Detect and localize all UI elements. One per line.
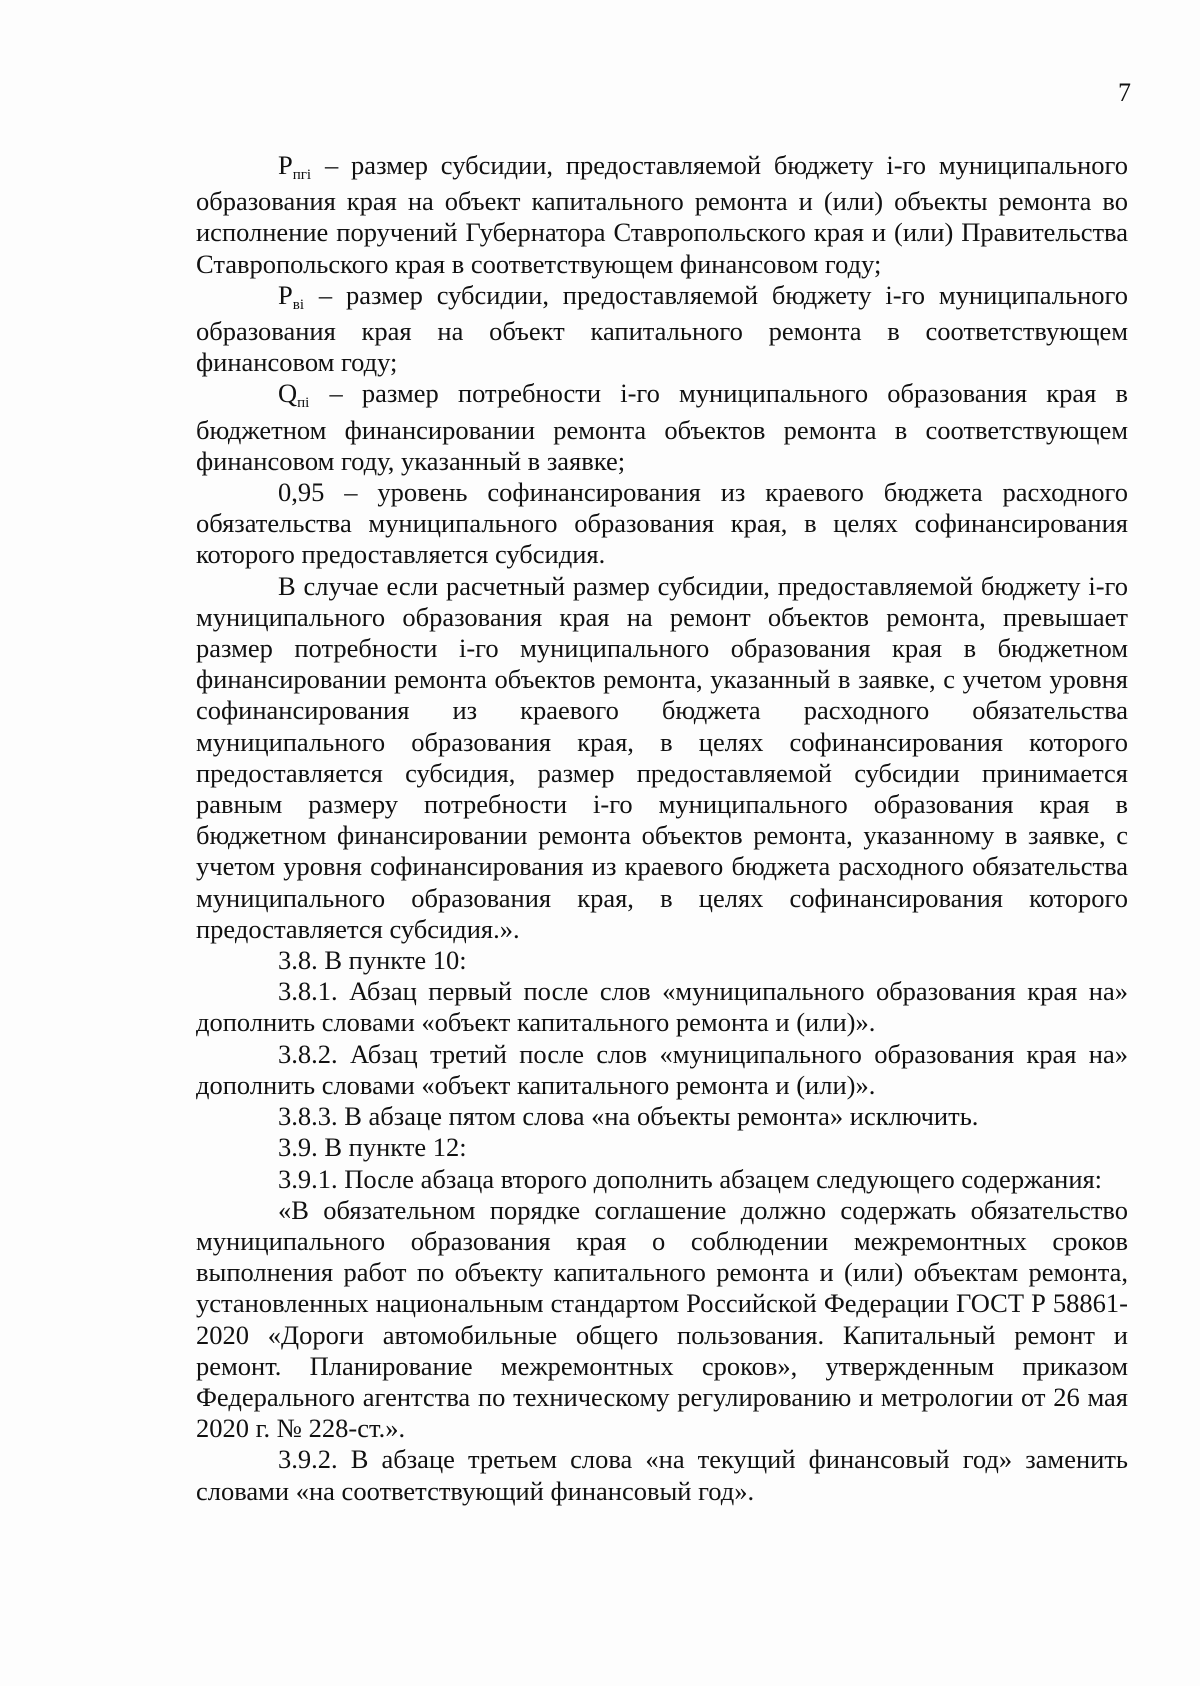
definition-paragraph (196, 280, 1128, 379)
definition-text: – размер субсидии, предоставляемой бюджету i-го муниципального образования края на объект капитального ремонта и (или) объекты ремонта во исполнение поручений Губернатора Ставропольского края и (или) Правительства Ставропольского края в соответствующем финансовом году; (196, 150, 1128, 279)
definition-paragraph (196, 150, 1128, 280)
page-number: 7 (1118, 78, 1131, 107)
formula-subscript: пгi (292, 167, 312, 183)
formula-subscript: вi (292, 296, 304, 313)
body-paragraph: 3.8.2. Абзац третий после слов «муниципального образования края на» дополнить словами «объект капитального ремонта и (или)». (196, 1038, 1128, 1100)
formula-symbol: P (278, 150, 293, 180)
body-paragraph: 3.9.2. В абзаце третьем слова «на текущий финансовый год» заменить словами «на соответствующий финансовый год». (196, 1444, 1128, 1506)
document-body (196, 150, 1128, 1507)
formula-subscript: пi (297, 395, 310, 412)
formula-symbol: Q (278, 378, 298, 409)
body-paragraph: 3.9.1. После абзаца второго дополнить абзацем следующего содержания: (278, 1163, 1103, 1194)
definition-text: – размер субсидии, предоставляемой бюджету i-го муниципального образования края на объект капитального ремонта в соответствующем финансовом году; (196, 279, 1128, 378)
definition-text: – размер потребности i-го муниципального образования края в бюджетном финансировании ремонта объектов ремонта в соответствующем финансовом году, указанный в заявке; (196, 378, 1128, 476)
body-paragraph: 3.9. В пункте 12: (278, 1132, 467, 1163)
body-paragraph: 0,95 – уровень софинансирования из краевого бюджета расходного обязательства муниципального образования края, в целях софинансирования которого предоставляется субсидия. (196, 477, 1128, 570)
body-paragraph: 3.8. В пункте 10: (278, 945, 467, 976)
definition-paragraph (196, 378, 1128, 477)
body-paragraph: «В обязательном порядке соглашение должно содержать обязательство муниципального образования края о соблюдении межремонтных сроков выполнения работ по объекту капитального ремонта и (или) объектам ремонта, установленных национальным стандартом Российской Федерации ГОСТ Р 58861-2020 «Дороги автомобильные общего пользования. Капитальный ремонт и ремонт. Планирование межремонтных сроков», утвержденным приказом Федерального агентства по техническому регулированию и метрологии от 26 мая 2020 г. № 228-ст.». (196, 1194, 1128, 1444)
body-paragraph: 3.8.3. В абзаце пятом слова «на объекты ремонта» исключить. (278, 1101, 979, 1132)
body-paragraph: 3.8.1. Абзац первый после слов «муниципального образования края на» дополнить словами «объект капитального ремонта и (или)». (196, 976, 1128, 1038)
body-paragraph: В случае если расчетный размер субсидии, предоставляемой бюджету i-го муниципального образования края на ремонт объектов ремонта, превышает размер потребности i-го муниципального образования края в бюджетном финансировании ремонта объектов ремонта, указанный в заявке, с учетом уровня софинансирования из краевого бюджета расходного обязательства муниципального образования края, в целях софинансирования которого предоставляется субсидия, размер предоставляемой субсидии принимается равным размеру потребности i-го муниципального образования края в бюджетном финансировании ремонта объектов ремонта, указанному в заявке, с учетом уровня софинансирования из краевого бюджета расходного обязательства муниципального образования края, в целях софинансирования которого предоставляется субсидия.». (196, 570, 1128, 944)
formula-symbol: P (278, 279, 293, 310)
